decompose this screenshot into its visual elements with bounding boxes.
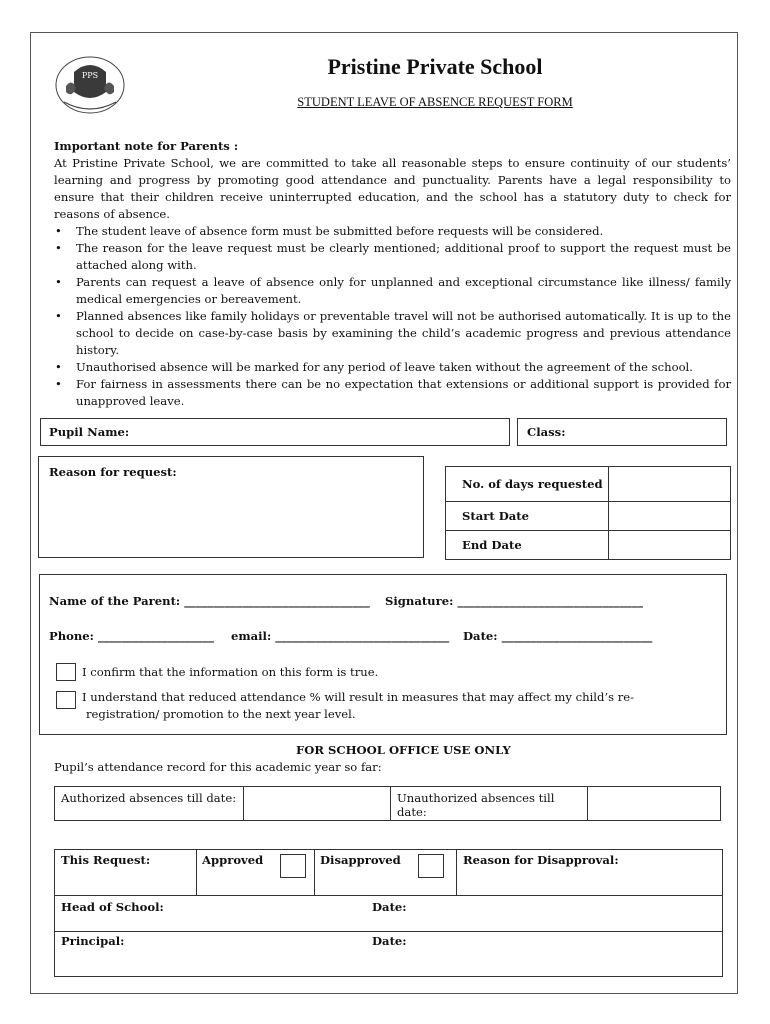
confirm-text: I confirm that the information on this form is true. <box>82 665 379 679</box>
list-item: • Parents can request a leave of absence only for unplanned and exceptional circumstance like illness/ family medical emergencies or bereavement. <box>76 274 731 308</box>
confirm-checkbox[interactable] <box>56 663 76 681</box>
principal-date-label: Date: <box>372 934 407 948</box>
office-use-heading: FOR SCHOOL OFFICE USE ONLY <box>296 743 511 757</box>
pupil-name-label: Pupil Name: <box>49 425 130 439</box>
notes-list <box>54 223 731 410</box>
list-item: • Unauthorised absence will be marked for any period of leave taken without the agreement of the school. <box>76 359 731 376</box>
start-date-input[interactable] <box>609 502 731 531</box>
approved-checkbox[interactable] <box>280 854 306 878</box>
divider <box>54 931 723 932</box>
parent-date-field[interactable]: Date: __________________________ <box>463 629 653 643</box>
list-item: • For fairness in assessments there can be no expectation that extensions or additional support is provided for unapproved leave. <box>76 376 731 410</box>
divider <box>456 849 457 895</box>
attendance-intro: Pupil’s attendance record for this academic year so far: <box>54 760 382 774</box>
divider <box>196 849 197 895</box>
signature-field[interactable]: Signature: ________________________________ <box>385 594 643 608</box>
class-label: Class: <box>527 425 566 439</box>
unauthorized-input[interactable] <box>588 787 721 821</box>
class-field[interactable] <box>517 418 727 446</box>
this-request-label: This Request: <box>61 853 151 867</box>
start-date-label: Start Date <box>446 502 609 531</box>
authorized-input[interactable] <box>244 787 391 821</box>
end-date-input[interactable] <box>609 531 731 560</box>
approved-label: Approved <box>202 853 264 867</box>
form-title: STUDENT LEAVE OF ABSENCE REQUEST FORM <box>297 95 573 109</box>
unauthorized-label: Unauthorized absences till date: <box>391 787 588 821</box>
parent-name-field[interactable]: Name of the Parent: ________________________________ <box>49 594 370 608</box>
reason-disapproval-label: Reason for Disapproval: <box>463 853 619 867</box>
notes-intro: At Pristine Private School, we are committed to take all reasonable steps to ensure continuity of our students’ learning and progress by promoting good attendance and punctuality. Parents have a legal responsibility to ensure that their children receive uninterrupted education, and the school has a statutory duty to check for reasons of absence. <box>54 156 731 221</box>
parent-notes <box>54 138 731 410</box>
understand-text-line1: I understand that reduced attendance % will result in measures that may affect my child’s re- <box>82 690 635 704</box>
divider <box>54 895 723 896</box>
phone-field[interactable]: Phone: ____________________ <box>49 629 214 643</box>
days-label: No. of days requested <box>446 467 609 502</box>
logo-text: PPS <box>81 71 99 80</box>
disapproved-label: Disapproved <box>320 853 401 867</box>
head-date-label: Date: <box>372 900 407 914</box>
understand-text-line2: registration/ promotion to the next year level. <box>86 707 356 721</box>
days-input[interactable] <box>609 467 731 502</box>
reason-label: Reason for request: <box>49 465 177 479</box>
divider <box>314 849 315 895</box>
school-name: Pristine Private School <box>327 54 543 79</box>
attendance-table <box>54 786 721 821</box>
pupil-name-field[interactable] <box>40 418 510 446</box>
disapproved-checkbox[interactable] <box>418 854 444 878</box>
end-date-label: End Date <box>446 531 609 560</box>
reason-field[interactable] <box>38 456 424 558</box>
notes-heading: Important note for Parents : <box>54 139 239 153</box>
list-item: • Planned absences like family holidays or preventable travel will not be authorised automatically. It is up to the school to decide on case-by-case basis by examining the child’s academic progress and previous attendance history. <box>76 308 731 359</box>
list-item: • The reason for the leave request must be clearly mentioned; additional proof to support the request must be attached along with. <box>76 240 731 274</box>
authorized-label: Authorized absences till date: <box>55 787 244 821</box>
request-dates-table <box>445 466 731 560</box>
list-item: • The student leave of absence form must be submitted before requests will be considered. <box>76 223 731 240</box>
principal-label: Principal: <box>61 934 125 948</box>
head-of-school-label: Head of School: <box>61 900 164 914</box>
understand-checkbox[interactable] <box>56 691 76 709</box>
school-crest-icon <box>52 52 128 118</box>
email-field[interactable]: email: ______________________________ <box>231 629 450 643</box>
